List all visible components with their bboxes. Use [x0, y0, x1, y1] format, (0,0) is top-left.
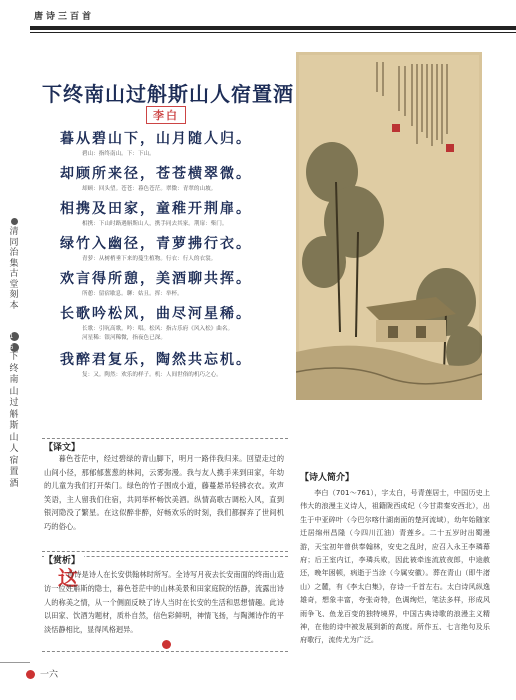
side-series-text: 清同治集古堂刻本 — [9, 227, 19, 311]
header-rule-thick — [30, 26, 516, 30]
footer-rule — [0, 662, 30, 663]
author-name: 李白 — [153, 109, 179, 122]
bio-heading: 【诗人简介】 — [300, 473, 355, 483]
verse-note: 复：又。陶然：欢乐的样子。机：人间世俗的机巧之心。 — [82, 372, 222, 378]
bio-text: 李白（701～761），字太白，号青莲居士，中国历史上伟大的浪漫主义诗人，祖籍陇西成纪（今甘肃秦安西北），出生于中亚碎叶（今巴尔喀什湖南面的楚河流域），幼年始随家迁居绵州昌隆（今四川江油）青莲乡。二十五岁时出蜀漫游，天宝初年曾供奉翰林，安史之乱时，应召入永王李璘幕府；后王室内讧，李璘兵败，因此被牵连流放夜郎，中途赦还，晚年困顿，病逝于当涂（今属安徽）。葬在青山（即牛渚山）之麓，有《李太白集》，存诗一千首左右。太白诗风纵逸雄奇，想象丰富，夸张奇特，色调绚烂，笔法多样，形成风雨争飞、鱼龙百变的独特境界，中国古典诗歌的浪漫主义精神，在他的诗中被发展到新的高度。所作五、七言绝句及乐府歌行，流传尤为广泛。 — [300, 488, 490, 645]
verse-line: 欢言得所憩，美酒聊共挥。 — [60, 271, 252, 287]
verse-line: 绿竹入幽径，青萝拂行衣。 — [60, 236, 252, 252]
side-poem-label — [8, 352, 20, 490]
side-series-label — [8, 218, 20, 311]
landscape-painting — [296, 52, 482, 400]
verse-line: 相携及田家，童稚开荆扉。 — [60, 201, 252, 217]
page-number: 一六 — [40, 670, 59, 680]
verse-note-cont: 河星稀：银河稀微，指夜色已深。 — [82, 335, 166, 341]
verse-line: 却顾所来径，苍苍横翠微。 — [60, 166, 252, 182]
header-bar — [0, 0, 516, 28]
translation-text: 暮色苍茫中，经过碧绿的青山脚下，明月一路伴我归来。回望走过的山间小径，那郁郁葱葱的林间，云雾弥漫。我与友人携手来到田家，年幼的儿童为我们打开柴门。绿色的竹子围成小道，藤蔓悬吊轻拂衣衣。欢声笑语，主人留我们住宿，共同举杯畅饮美酒。纵情高歌古调松入风，直到银河隐没了繁星。在这似醉非醉，好畅欢乐的时刻，我们都摒弃了世间机巧的俗心。 — [44, 454, 284, 531]
author-badge — [146, 106, 186, 124]
appreciation-text: 首诗是诗人在长安供翰林时所写。全诗写月夜去长安南面的终南山造访一位姓斛斯的隐士，暮色苍茫中的山林美景和田家庭院的恬静，流露出诗人的称美之情，从一个侧面反映了诗人当时在长安的生活和思想情趣。此诗以田家、饮酒为题材，质朴自然，信色彩鲜明，神情飞扬，与陶渊诗作的平淡恬静相比，显得风格迥异。 — [44, 570, 284, 635]
side-marks — [8, 330, 20, 354]
verse-note: 长歌：引吭高歌。吟：唱。松风：指古乐府《风入松》曲名。 — [82, 326, 234, 332]
bullet-icon — [11, 218, 18, 225]
appreciation-dropcap: 这 — [58, 566, 78, 590]
appreciation-heading: 【赏析】 — [44, 553, 84, 566]
header-rule-thin — [30, 32, 516, 33]
verse-line: 暮从碧山下，山月随人归。 — [60, 131, 252, 147]
side-mark-1: 1 — [10, 332, 19, 341]
verse-note: 却顾：回头望。苍苍：暮色苍茫。翠微：青翠的山坡。 — [82, 186, 217, 192]
poem-title: 下终南山过斛斯山人宿置酒 — [42, 82, 294, 106]
verse-note: 所憩：留宿歇息。聊：姑且。挥：举杯。 — [82, 291, 183, 297]
verse-note: 青萝：从树梢垂下来的蔓生植物。行衣：行人的衣裳。 — [82, 256, 217, 262]
footer-emblem-icon — [26, 670, 35, 679]
side-poem-text: 下终南山过斛斯山人宿置酒 — [9, 352, 19, 489]
verse-note: 相携：下山时路遇斛斯山人，携手同去其家。荆扉：柴门。 — [82, 221, 228, 227]
translation-heading: 【译文】 — [44, 443, 81, 453]
side-mark-2: 6 — [10, 343, 19, 352]
painting-image — [296, 52, 482, 400]
verse-line: 长歌吟松风，曲尽河星稀。 — [60, 306, 252, 322]
seal-icon — [162, 640, 171, 649]
book-title: 唐诗三百首 — [34, 12, 95, 22]
verse-line: 我醉君复乐，陶然共忘机。 — [60, 352, 252, 368]
verse-note: 碧山：指终南山。下：下山。 — [82, 151, 155, 157]
